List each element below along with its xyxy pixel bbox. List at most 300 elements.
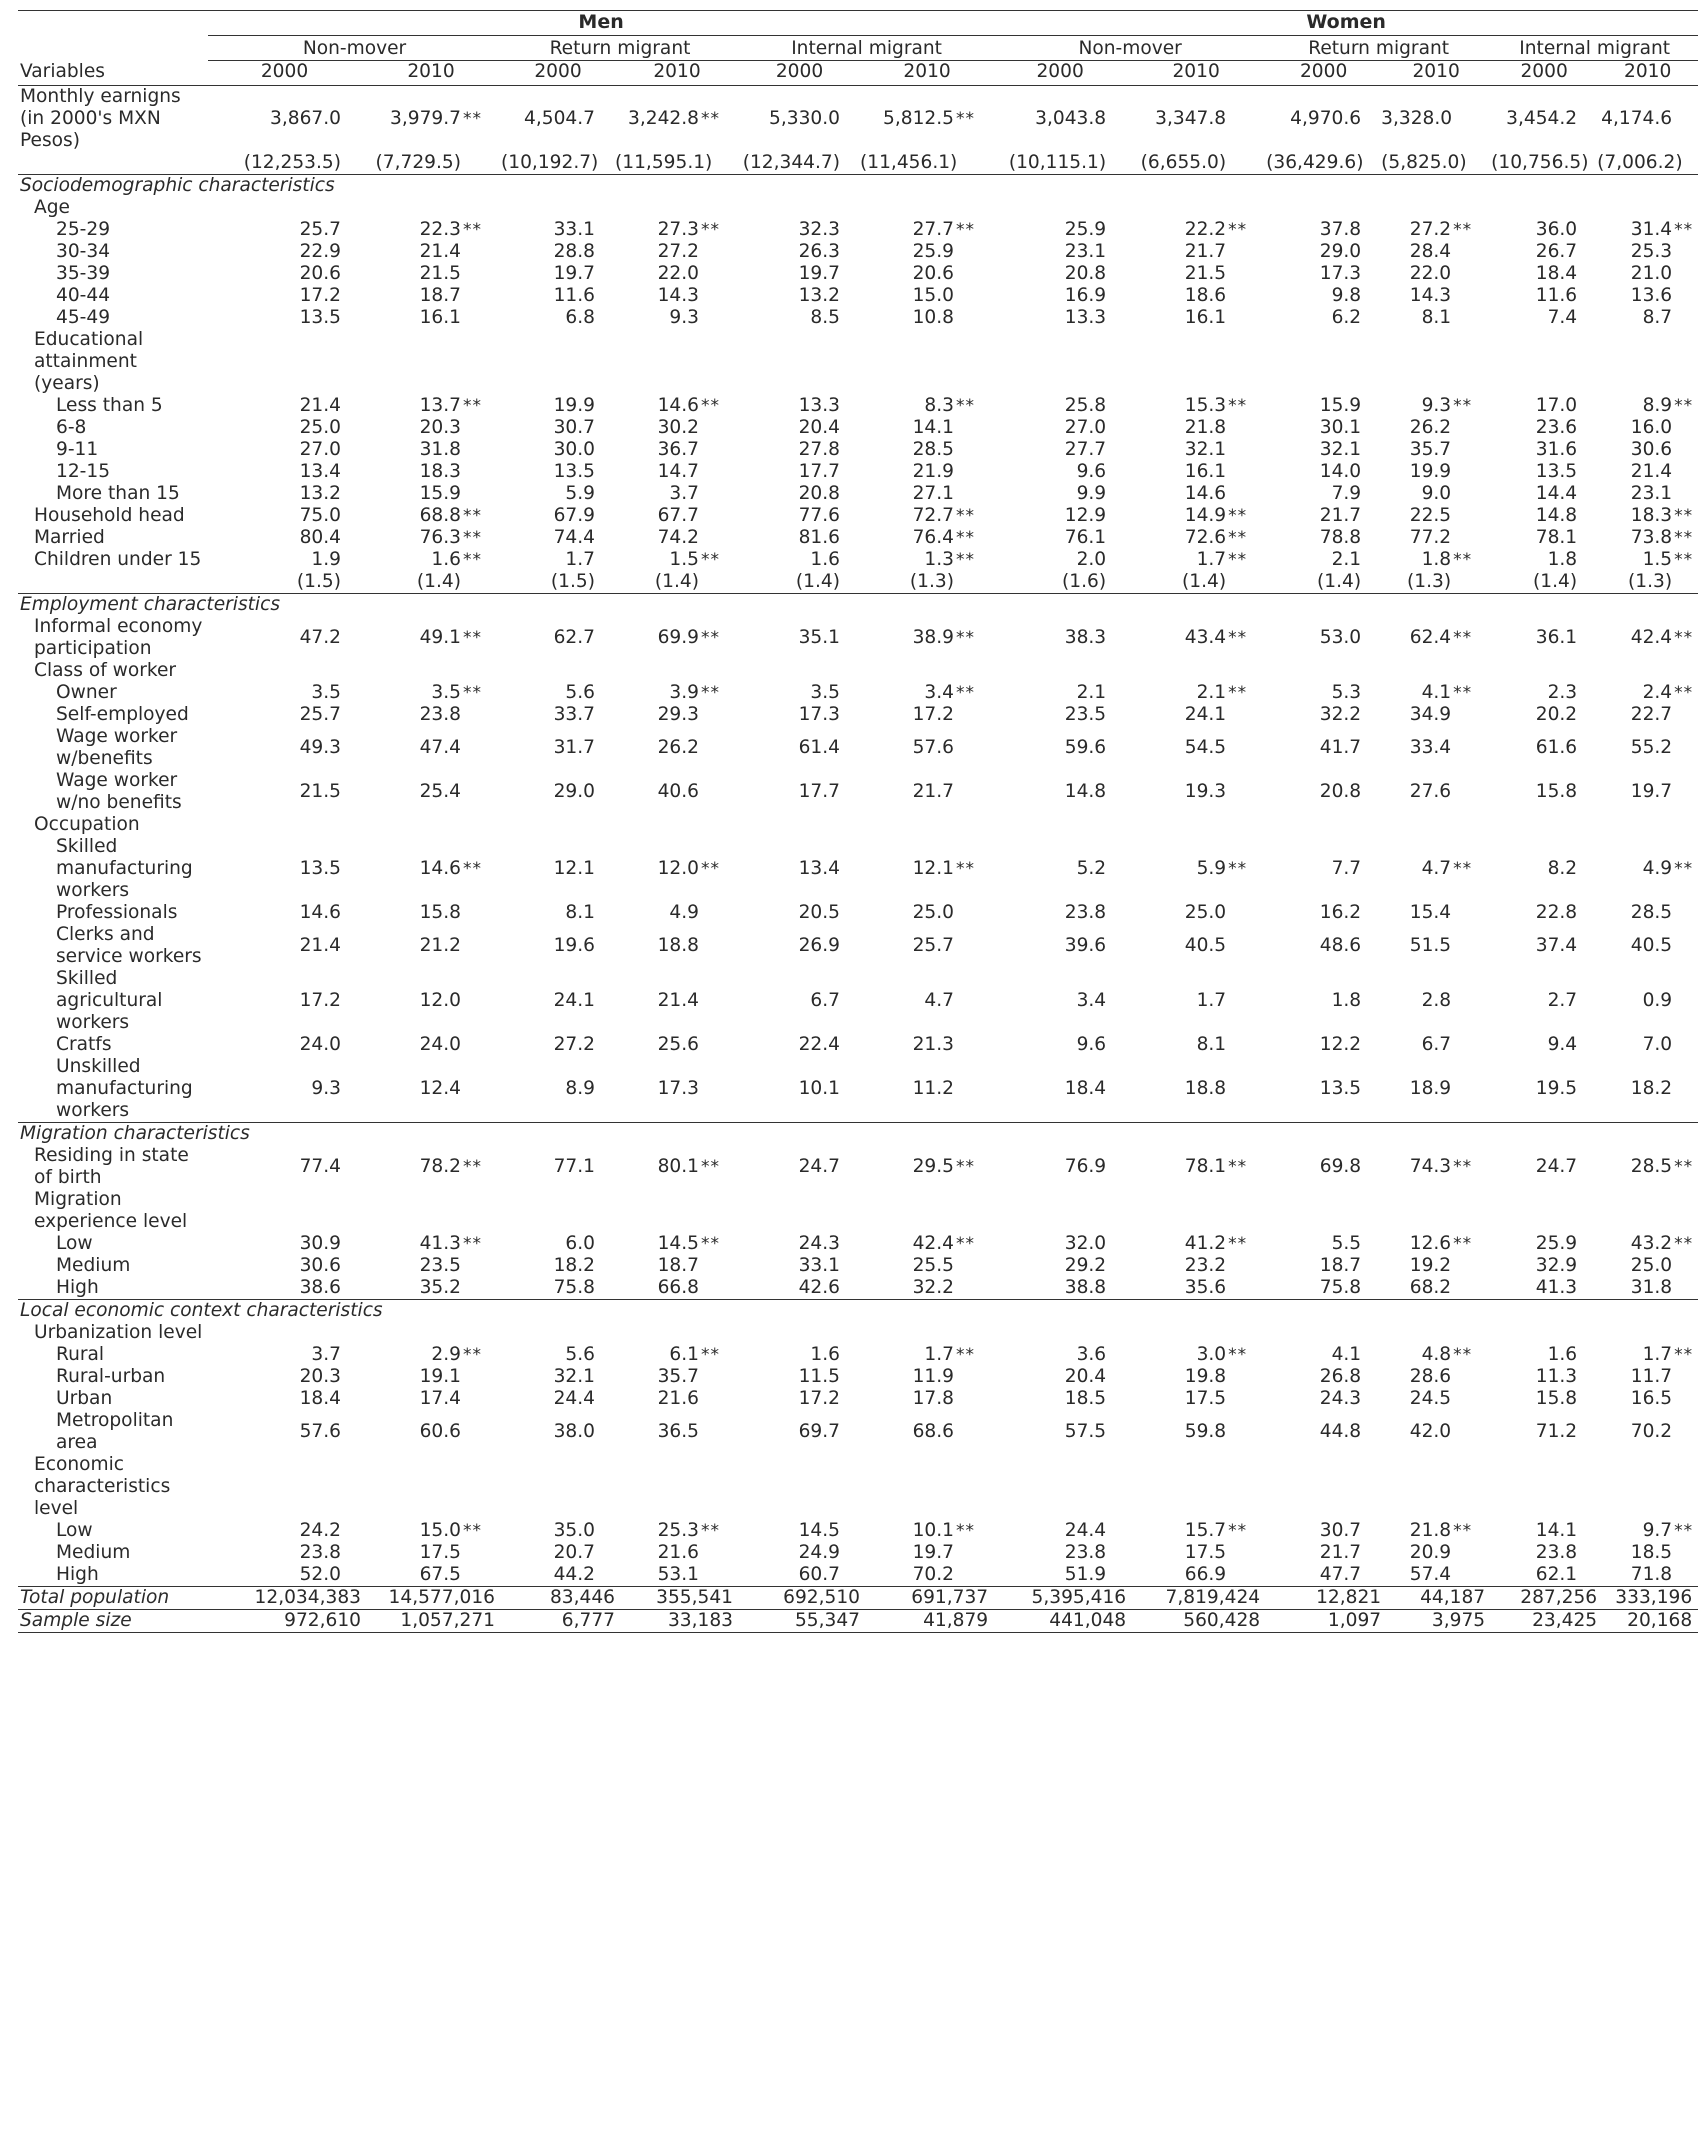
significance-marker (1672, 1255, 1698, 1277)
cell-value: 44.2 (553, 1564, 595, 1585)
cell-value: 71.2 (1535, 1421, 1578, 1442)
empty-cell (1451, 1322, 1491, 1344)
significance-marker (595, 1388, 615, 1410)
total-population-row (18, 1587, 1698, 1610)
significance-marker (1361, 1277, 1381, 1300)
significance-marker (1226, 1255, 1266, 1277)
cell-value: 2.7 (1547, 990, 1578, 1011)
cell-value: 13.5 (299, 307, 341, 328)
cell-value: 21.4 (657, 990, 699, 1011)
empty-cell (361, 329, 461, 395)
significance-marker: ** (1228, 396, 1248, 416)
significance-marker (595, 1233, 615, 1255)
cell-value: 1.7 (565, 549, 595, 570)
cell-value: 25.0 (299, 417, 341, 438)
cell-value: 1.8 (1331, 990, 1362, 1011)
cell-value: 17.2 (299, 990, 341, 1011)
empty-cell (208, 329, 341, 395)
significance-marker (461, 1410, 501, 1454)
cell-value: 31.6 (1535, 439, 1578, 460)
significance-marker (1577, 307, 1597, 329)
table-row (18, 726, 1698, 770)
row-label: Age (34, 197, 70, 218)
cell-value: 19.3 (1184, 781, 1227, 802)
row-label: Occupation (34, 814, 140, 835)
empty-cell (208, 814, 341, 836)
cell-value: 3,043.8 (1035, 108, 1107, 129)
cell-value: 20.3 (419, 417, 461, 438)
empty-cell (1381, 329, 1451, 395)
cell-value: 32.1 (1184, 439, 1227, 460)
cell-value: 31.8 (419, 439, 461, 460)
empty-cell (860, 814, 954, 836)
empty-cell (1106, 1322, 1126, 1344)
significance-marker (595, 1542, 615, 1564)
significance-marker (954, 483, 994, 505)
significance-marker (1106, 682, 1126, 704)
significance-marker (1361, 417, 1381, 439)
significance-marker (1577, 241, 1597, 263)
cell-value: 69.8 (1319, 1156, 1362, 1177)
cell-value: 13.5 (299, 858, 341, 879)
significance-marker (341, 1277, 361, 1300)
empty-cell (1577, 1454, 1597, 1520)
significance-marker (1361, 1034, 1381, 1056)
cell-value: 13.5 (553, 461, 595, 482)
significance-marker (1106, 1564, 1126, 1587)
cell-value: 21.5 (419, 263, 461, 284)
empty-cell (954, 1322, 994, 1344)
cell-value: 40.5 (1630, 935, 1673, 956)
significance-marker (954, 571, 994, 594)
significance-marker (1451, 1388, 1491, 1410)
significance-marker (1672, 417, 1698, 439)
cell-value: 14.0 (1319, 461, 1362, 482)
empty-cell (1126, 814, 1226, 836)
empty-cell (1226, 1189, 1266, 1233)
empty-cell (361, 1322, 461, 1344)
cell-value: 27.8 (798, 439, 840, 460)
cell-value: 62.1 (1535, 1564, 1578, 1585)
cell-value: 18.5 (1064, 1388, 1107, 1409)
header-year: 2000 (1266, 61, 1381, 86)
cell-value: (5,825.0) (1381, 152, 1467, 173)
cell-value: 59.6 (1064, 737, 1107, 758)
significance-marker: ** (1228, 859, 1248, 879)
cell-value: 62.4 (1409, 627, 1452, 648)
cell-value: 13.5 (1535, 461, 1578, 482)
table-row (18, 616, 1698, 660)
significance-marker (1226, 285, 1266, 307)
cell-value: 13.4 (299, 461, 341, 482)
cell-value: 4.9 (669, 902, 699, 923)
significance-marker (699, 1410, 739, 1454)
cell-value: 16.5 (1630, 1388, 1673, 1409)
cell-value: 9.9 (1076, 483, 1107, 504)
cell-value: 7.7 (1331, 858, 1362, 879)
cell-value: 18.8 (657, 935, 699, 956)
empty-cell (1126, 1189, 1226, 1233)
significance-marker (954, 285, 994, 307)
empty-cell (699, 1454, 739, 1520)
row-label: Educational attainment (years) (34, 329, 144, 394)
significance-marker: ** (701, 109, 720, 129)
row-label: Medium (56, 1542, 131, 1563)
cell-value: 21.7 (1319, 505, 1362, 526)
empty-cell (461, 660, 501, 682)
significance-marker (699, 505, 739, 527)
empty-cell (461, 329, 501, 395)
significance-marker (1106, 152, 1126, 175)
cell-value: (1.4) (795, 571, 840, 592)
section-header-row (18, 1300, 1698, 1323)
significance-marker (341, 1520, 361, 1542)
descriptive-statistics-table (18, 10, 1694, 1633)
cell-value: 20.6 (299, 263, 341, 284)
cell-value: 57.5 (1064, 1421, 1107, 1442)
cell-value: 21.4 (299, 935, 341, 956)
cell-value: 9.6 (1076, 1034, 1107, 1055)
significance-marker (954, 1277, 994, 1300)
cell-value: 5,812.5 (883, 108, 954, 129)
cell-value: 35.0 (553, 1520, 595, 1541)
cell-value: 8.1 (1421, 307, 1452, 328)
cell-value: 31.7 (553, 737, 595, 758)
significance-marker: ** (463, 528, 482, 548)
cell-value: 29.0 (553, 781, 595, 802)
table-row (18, 968, 1698, 1034)
cell-value: 61.6 (1535, 737, 1578, 758)
cell-value: 28.8 (553, 241, 595, 262)
empty-cell (341, 329, 361, 395)
cell-value: 25.9 (912, 241, 954, 262)
significance-marker (341, 307, 361, 329)
significance-marker (461, 704, 501, 726)
significance-marker (954, 152, 994, 175)
header-group-women-non-mover: Non-mover (994, 36, 1266, 61)
cell-value: (1.4) (654, 571, 699, 592)
table-row (18, 461, 1698, 483)
header-group-women-internal-migrant: Internal migrant (1491, 36, 1698, 61)
table-row (18, 307, 1698, 329)
cell-value: 3,328.0 (1381, 108, 1453, 129)
empty-cell (739, 660, 840, 682)
cell-value: 3.4 (1076, 990, 1107, 1011)
cell-value: 21.5 (299, 781, 341, 802)
significance-marker (699, 1388, 739, 1410)
subheader-row (18, 660, 1698, 682)
significance-marker (1226, 1388, 1266, 1410)
empty-cell (994, 660, 1106, 682)
footer-value: 355,541 (615, 1587, 739, 1610)
significance-marker: ** (956, 109, 975, 129)
significance-marker (461, 571, 501, 594)
significance-marker (1577, 1564, 1597, 1587)
empty-cell (739, 1454, 840, 1520)
cell-value: 39.6 (1064, 935, 1107, 956)
significance-marker (1361, 836, 1381, 902)
cell-value: 49.1 (419, 627, 461, 648)
significance-marker (461, 1388, 501, 1410)
cell-value: 22.4 (798, 1034, 840, 1055)
significance-marker (699, 1542, 739, 1564)
significance-marker (840, 1388, 860, 1410)
cell-value: 77.4 (299, 1156, 341, 1177)
cell-value: 4.1 (1421, 682, 1452, 703)
significance-marker (1672, 86, 1698, 153)
empty-cell (341, 197, 361, 219)
cell-value: 0.9 (1642, 990, 1673, 1011)
significance-marker (699, 527, 739, 549)
cell-value: 17.0 (1535, 395, 1578, 416)
significance-marker (1361, 770, 1381, 814)
cell-value: 80.1 (657, 1156, 699, 1177)
cell-value: 23.8 (419, 704, 461, 725)
significance-marker (341, 505, 361, 527)
significance-marker (1361, 483, 1381, 505)
cell-value: 67.9 (553, 505, 595, 526)
cell-value: (12,253.5) (243, 152, 341, 173)
cell-value: 34.9 (1409, 704, 1452, 725)
cell-value: 53.1 (657, 1564, 699, 1585)
cell-value: 27.2 (553, 1034, 595, 1055)
significance-marker (840, 417, 860, 439)
significance-marker (1577, 571, 1597, 594)
significance-marker (954, 439, 994, 461)
significance-marker (1361, 1388, 1381, 1410)
cell-value: (1.4) (1533, 571, 1578, 592)
significance-marker (595, 1344, 615, 1366)
significance-marker (1361, 152, 1381, 175)
cell-value: 17.2 (798, 1388, 840, 1409)
significance-marker (699, 770, 739, 814)
empty-cell (1672, 197, 1698, 219)
significance-marker (840, 219, 860, 241)
cell-value: 38.8 (1064, 1277, 1107, 1298)
section-header-row (18, 594, 1698, 617)
cell-value: 14.6 (1184, 483, 1227, 504)
cell-value: 26.2 (657, 737, 699, 758)
significance-marker (840, 924, 860, 968)
significance-marker (1451, 902, 1491, 924)
cell-value: 16.9 (1064, 285, 1107, 306)
significance-marker (595, 924, 615, 968)
cell-value: 24.0 (299, 1034, 341, 1055)
empty-cell (1361, 197, 1381, 219)
significance-marker: ** (956, 506, 975, 526)
cell-value: 14.4 (1535, 483, 1578, 504)
significance-marker: ** (701, 859, 720, 879)
significance-marker (840, 571, 860, 594)
footer-value: 441,048 (994, 1610, 1126, 1633)
cell-value: 27.6 (1409, 781, 1452, 802)
significance-marker (341, 1145, 361, 1189)
cell-value: 20.8 (1319, 781, 1362, 802)
significance-marker (1361, 285, 1381, 307)
cell-value: 48.6 (1319, 935, 1362, 956)
cell-value: 31.4 (1630, 219, 1673, 240)
cell-value: 41.3 (1535, 1277, 1578, 1298)
significance-marker (1106, 1277, 1126, 1300)
significance-marker (595, 439, 615, 461)
significance-marker: ** (1228, 1234, 1248, 1254)
cell-value: 11.2 (912, 1078, 954, 1099)
significance-marker (595, 1145, 615, 1189)
cell-value: 70.2 (1630, 1421, 1673, 1442)
significance-marker (595, 86, 615, 153)
row-label: 12-15 (56, 461, 111, 482)
empty-cell (1597, 660, 1672, 682)
cell-value: 35.6 (1184, 1277, 1227, 1298)
significance-marker (1106, 616, 1126, 660)
significance-marker (341, 527, 361, 549)
significance-marker (1672, 924, 1698, 968)
significance-marker (1451, 770, 1491, 814)
empty-cell (595, 1322, 615, 1344)
significance-marker (1672, 307, 1698, 329)
empty-cell (461, 1322, 501, 1344)
empty-cell (840, 197, 860, 219)
cell-value: 32.1 (553, 1366, 595, 1387)
significance-marker (595, 616, 615, 660)
significance-marker: ** (1453, 1157, 1473, 1177)
table-row (18, 1255, 1698, 1277)
significance-marker (1106, 924, 1126, 968)
significance-marker (1106, 461, 1126, 483)
significance-marker (1106, 263, 1126, 285)
cell-value: 77.2 (1409, 527, 1452, 548)
cell-value: 13.4 (798, 858, 840, 879)
empty-cell (461, 1189, 501, 1233)
empty-cell (739, 197, 840, 219)
row-label: Self-employed (56, 704, 189, 725)
cell-value: 17.5 (1184, 1388, 1227, 1409)
significance-marker (461, 1564, 501, 1587)
cell-value: (11,595.1) (615, 152, 713, 173)
significance-marker: ** (1228, 1345, 1248, 1365)
cell-value: 21.4 (299, 395, 341, 416)
empty-cell (954, 1189, 994, 1233)
cell-value: 9.3 (1421, 395, 1452, 416)
significance-marker (1672, 263, 1698, 285)
row-label: Economic characteristics level (34, 1454, 171, 1519)
cell-value: 30.7 (1319, 1520, 1362, 1541)
empty-cell (1381, 814, 1451, 836)
cell-value: 72.7 (912, 505, 954, 526)
cell-value: 6.1 (669, 1344, 699, 1365)
cell-value: 20.9 (1409, 1542, 1452, 1563)
significance-marker (1106, 1542, 1126, 1564)
significance-marker (1672, 704, 1698, 726)
significance-marker (1577, 219, 1597, 241)
significance-marker (1451, 704, 1491, 726)
cell-value: 14.1 (912, 417, 954, 438)
significance-marker: ** (1228, 628, 1248, 648)
cell-value: 8.9 (565, 1078, 595, 1099)
cell-value: 77.6 (798, 505, 840, 526)
significance-marker: ** (1674, 506, 1694, 526)
cell-value: (1.5) (296, 571, 341, 592)
cell-value: 68.6 (912, 1421, 954, 1442)
cell-value: 76.9 (1064, 1156, 1107, 1177)
cell-value: 38.0 (553, 1421, 595, 1442)
cell-value: 14.8 (1064, 781, 1107, 802)
row-label: 35-39 (56, 263, 111, 284)
significance-marker (1577, 1233, 1597, 1255)
cell-value: 29.5 (912, 1156, 954, 1177)
significance-marker (1361, 968, 1381, 1034)
cell-value: 32.3 (798, 219, 840, 240)
significance-marker (1672, 439, 1698, 461)
header-year: 2000 (739, 61, 860, 86)
cell-value: 11.5 (798, 1366, 840, 1387)
row-label: Unskilled manufacturing workers (56, 1056, 193, 1121)
cell-value: 10.1 (798, 1078, 840, 1099)
footer-value: 12,821 (1266, 1587, 1381, 1610)
empty-cell (361, 814, 461, 836)
significance-marker: ** (1674, 859, 1694, 879)
cell-value: 69.7 (798, 1421, 840, 1442)
footer-value: 14,577,016 (361, 1587, 501, 1610)
empty-cell (954, 197, 994, 219)
cell-value: 4,174.6 (1601, 108, 1673, 129)
significance-marker: ** (1674, 1234, 1694, 1254)
row-label: Urbanization level (34, 1322, 203, 1343)
footer-value: 55,347 (739, 1610, 860, 1633)
significance-marker (1451, 527, 1491, 549)
cell-value: 25.8 (1064, 395, 1107, 416)
empty-cell (994, 197, 1106, 219)
cell-value: 22.5 (1409, 505, 1452, 526)
row-label: More than 15 (56, 483, 180, 504)
empty-cell (341, 814, 361, 836)
cell-value: 3,347.8 (1155, 108, 1227, 129)
cell-value: 17.8 (912, 1388, 954, 1409)
significance-marker (1577, 1520, 1597, 1542)
significance-marker (699, 968, 739, 1034)
cell-value: 19.7 (1630, 781, 1673, 802)
cell-value: 15.7 (1184, 1520, 1227, 1541)
significance-marker: ** (1453, 550, 1473, 570)
cell-value: 4,970.6 (1290, 108, 1362, 129)
cell-value: 1.5 (1642, 549, 1673, 570)
significance-marker: ** (956, 220, 975, 240)
significance-marker (699, 1277, 739, 1300)
header-year: 2010 (1597, 61, 1698, 86)
empty-cell (615, 1454, 699, 1520)
significance-marker (1672, 1056, 1698, 1123)
significance-marker (1361, 924, 1381, 968)
significance-marker (595, 571, 615, 594)
significance-marker (840, 1034, 860, 1056)
cell-value: 32.2 (1319, 704, 1362, 725)
empty-cell (1266, 814, 1361, 836)
significance-marker (1361, 902, 1381, 924)
significance-marker (1672, 770, 1698, 814)
empty-cell (860, 660, 954, 682)
significance-marker (1577, 439, 1597, 461)
cell-value: 16.1 (1184, 461, 1227, 482)
cell-value: 4.8 (1421, 1344, 1452, 1365)
significance-marker: ** (463, 628, 482, 648)
cell-value: 23.8 (299, 1542, 341, 1563)
empty-cell (1577, 814, 1597, 836)
row-label: Class of worker (34, 660, 177, 681)
empty-cell (1597, 329, 1672, 395)
cell-value: 76.4 (912, 527, 954, 548)
empty-cell (501, 1322, 595, 1344)
significance-marker (1577, 836, 1597, 902)
